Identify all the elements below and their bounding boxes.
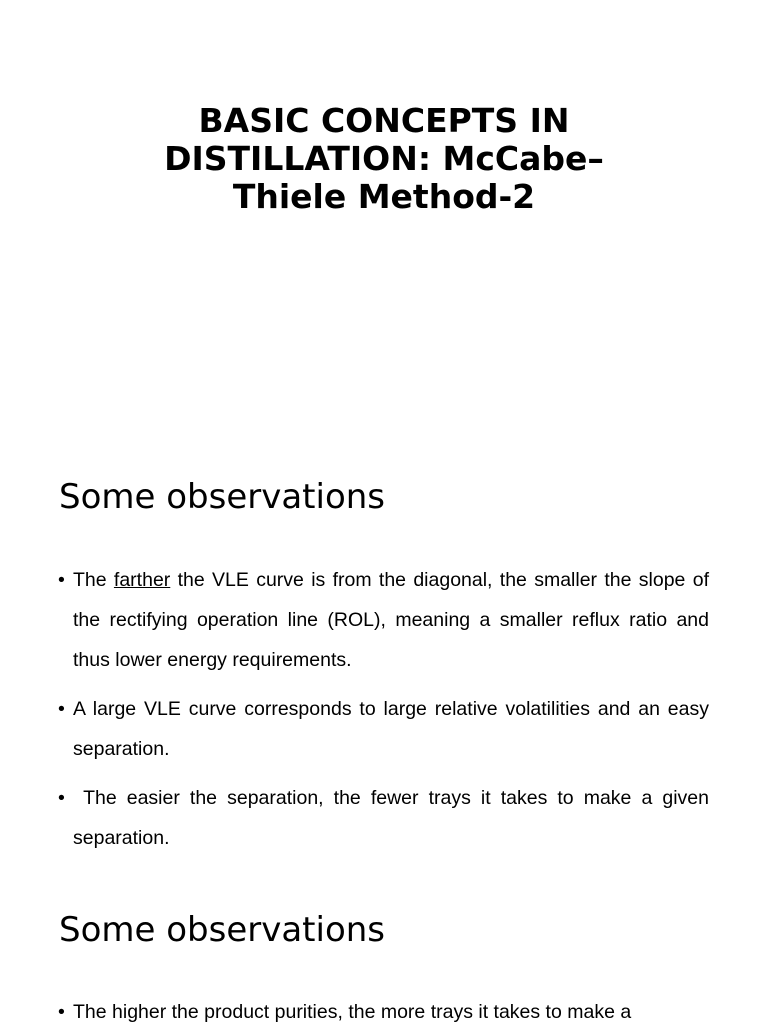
bullet-text-post: the VLE curve is from the diagonal, the smaller the slope of the rectifying operation line (ROL), meaning a smaller reflux ratio and thus lower energy requirements. [73,569,709,671]
underlined-word: farther [113,569,171,591]
bullet-item-easier-separation: • The easier the separation, the fewer trays it takes to make a given separation. [58,778,709,858]
title-line-3: Thiele Method-2 [232,177,536,216]
section-heading-observations-2: Some observations [59,910,386,950]
title-line-1: BASIC CONCEPTS IN [198,101,570,140]
bullet-item-higher-purities: • The higher the product purities, the more trays it takes to make a [58,992,709,1024]
observations-list-2 [58,992,709,1024]
title-line-2: DISTILLATION: McCabe– [164,139,604,178]
slide-title [100,102,668,216]
bullet-text-pre: The [73,569,114,591]
observations-list-1 [58,560,715,867]
section-heading-observations-1: Some observations [59,477,386,517]
bullet-item-large-vle: • A large VLE curve corresponds to large relative volatilities and an easy separation. [58,689,709,769]
bullet-item-farther-vle [58,560,709,680]
